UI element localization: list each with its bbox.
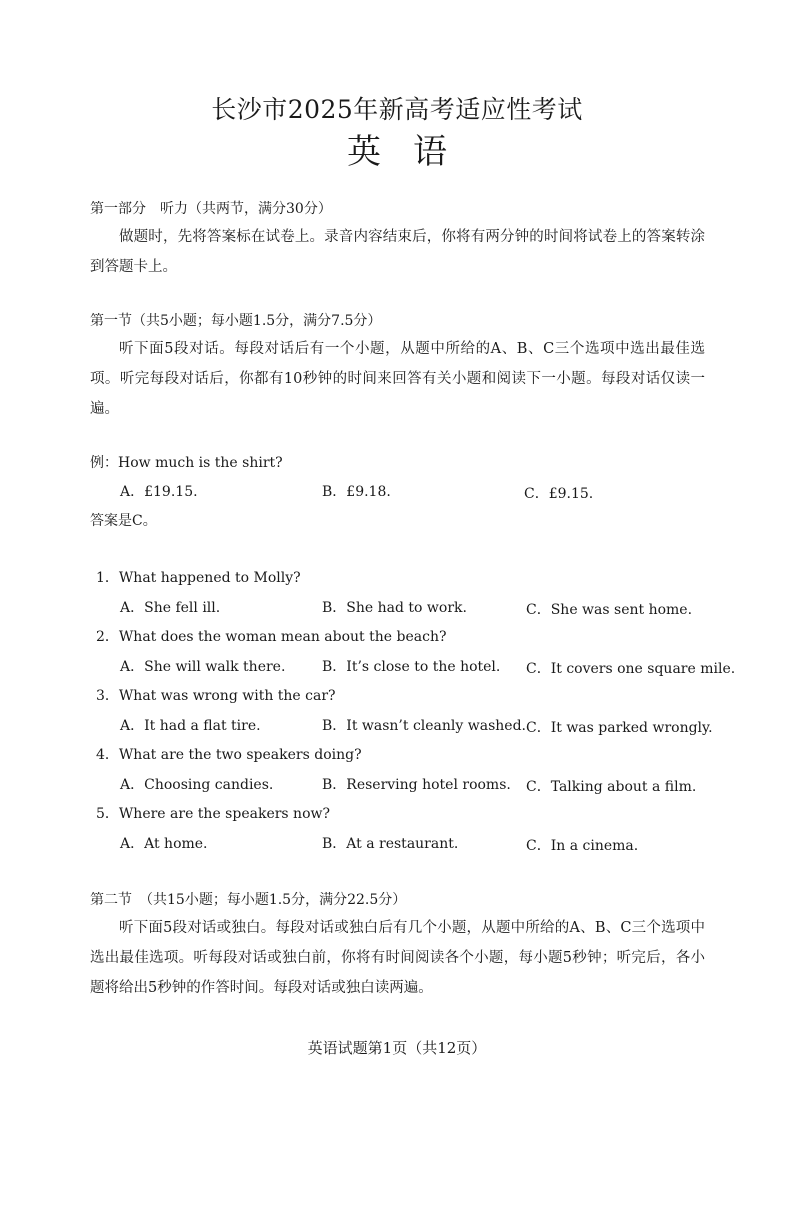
question-4: 4．What are the two speakers doing? (96, 747, 362, 763)
question-3-option-a: A．It had a flat tire. (120, 718, 261, 734)
question-5-option-a: A．At home. (120, 836, 208, 852)
question-3-option-b: B．It wasn’t cleanly washed. (322, 718, 526, 734)
section2-instruction: 听下面5段对话或独白。每段对话或独白后有几个小题，从题中所给的A、B、C三个选项中选出最佳选项。听每段对话或独白前，你将有时间阅读各个小题，每小题5秒钟；听完后，各小题将给出5秒钟的作答时间。每段对话或独白读两遍。 (90, 920, 705, 996)
part1-instruction: 做题时，先将答案标在试卷上。录音内容结束后，你将有两分钟的时间将试卷上的答案转涂到答题卡上。 (90, 229, 705, 275)
question-2-option-c: C．It covers one square mile. (526, 661, 736, 677)
question-2: 2．What does the woman mean about the beach? (96, 629, 447, 645)
exam-title: 长沙市2025年新高考适应性考试 (211, 95, 583, 124)
example-option-b: B．£9.18. (322, 484, 391, 500)
example-option-c: C．£9.15. (524, 486, 594, 502)
question-1-option-b: B．She had to work. (322, 600, 467, 616)
question-5-option-c: C．In a cinema. (526, 838, 639, 854)
question-5: 5．Where are the speakers now? (96, 806, 330, 822)
question-2-option-a: A．She will walk there. (120, 659, 286, 675)
question-1: 1．What happened to Molly? (96, 570, 301, 586)
question-2-option-b: B．It’s close to the hotel. (322, 659, 501, 675)
question-4-option-c: C．Talking about a film. (526, 779, 697, 795)
subject-title: 英语 (347, 132, 479, 172)
question-3: 3．What was wrong with the car? (96, 688, 336, 704)
example-question: 例：How much is the shirt? (90, 455, 283, 471)
question-1-option-a: A．She fell ill. (120, 600, 221, 616)
section2-heading: 第二节 （共15小题；每小题1.5分，满分22.5分） (90, 892, 407, 908)
question-4-option-b: B．Reserving hotel rooms. (322, 777, 511, 793)
section1-instruction: 听下面5段对话。每段对话后有一个小题，从题中所给的A、B、C三个选项中选出最佳选项。听完每段对话后，你都有10秒钟的时间来回答有关小题和阅读下一小题。每段对话仅读一遍。 (90, 341, 705, 417)
page-footer: 英语试题第1页（共12页） (307, 1039, 487, 1057)
question-5-option-b: B．At a restaurant. (322, 836, 459, 852)
part1-heading: 第一部分 听力（共两节，满分30分） (90, 201, 332, 217)
example-option-a: A．£19.15. (120, 484, 198, 500)
example-answer: 答案是C。 (90, 513, 157, 529)
question-3-option-c: C．It was parked wrongly. (526, 720, 713, 736)
question-1-option-c: C．She was sent home. (526, 602, 693, 618)
section1-heading: 第一节（共5小题；每小题1.5分，满分7.5分） (90, 313, 382, 329)
question-4-option-a: A．Choosing candies. (120, 777, 274, 793)
